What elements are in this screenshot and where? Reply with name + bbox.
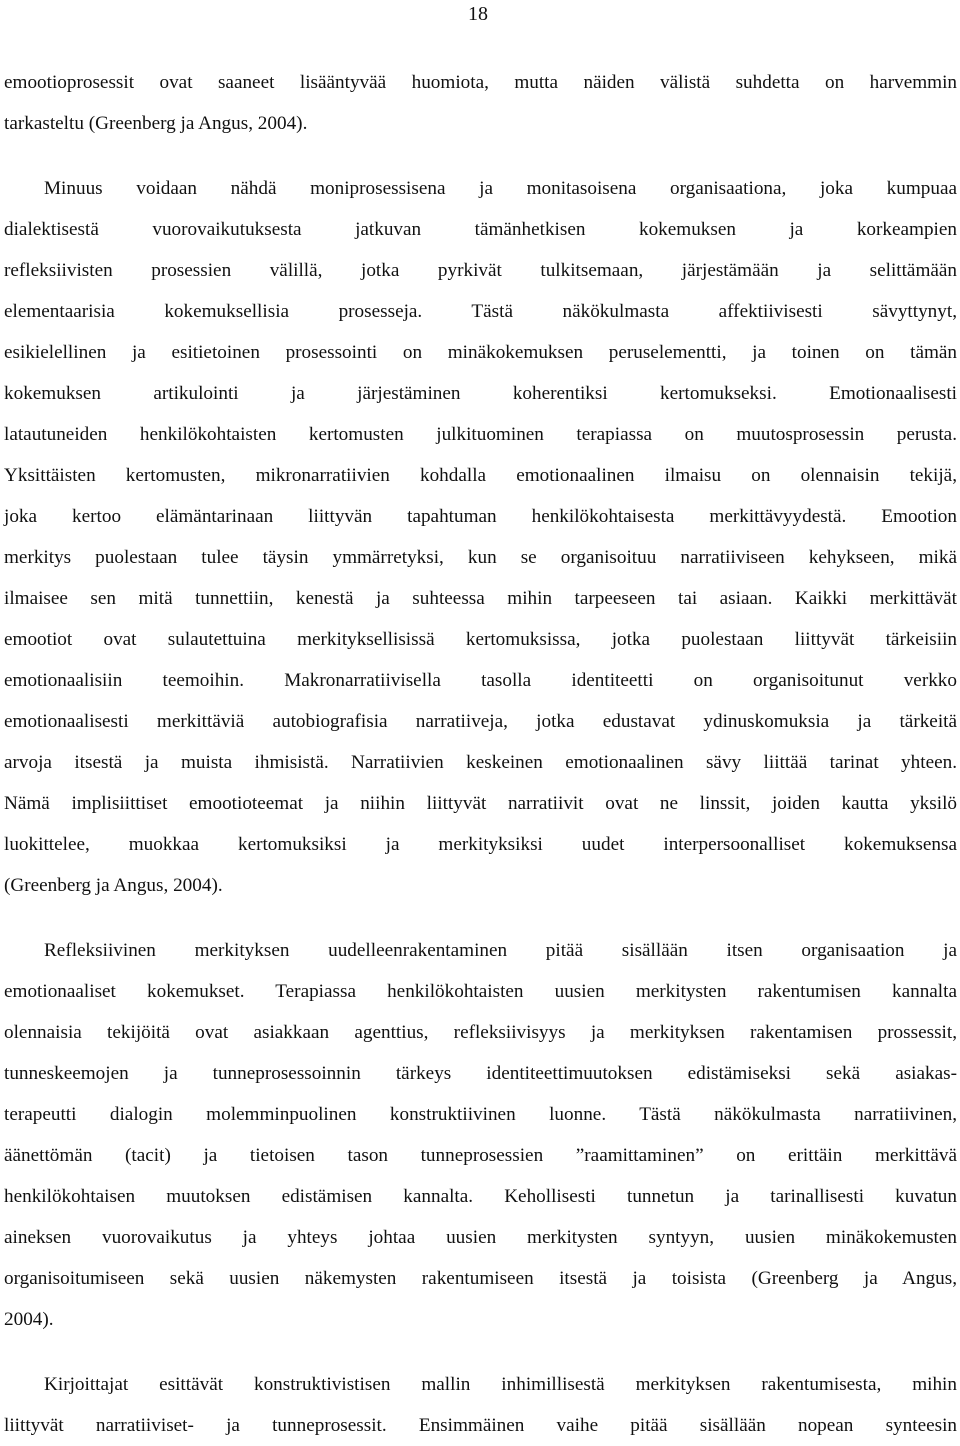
paragraph-4 — [4, 1364, 957, 1446]
text-line: merkitys puolestaan tulee täysin ymmärretyksi, kun se organisoituu narratiiviseen kehykseen, mikä — [4, 547, 957, 568]
text-line: tunneskeemojen ja tunneprosessoinnin tärkeys identiteettimuutoksen edistämiseksi sekä asiakas- — [4, 1063, 957, 1084]
text-line: emootioprosessit ovat saaneet lisääntyvää huomiota, mutta näiden välistä suhdetta on harvemmin — [4, 72, 957, 93]
text-line: liittyvät narratiiviset- ja tunneprosessit. Ensimmäinen vaihe pitää sisällään nopean synteesin — [4, 1415, 957, 1436]
text-line: Refleksiivinen merkityksen uudelleenrakentaminen pitää sisällään itsen organisaation ja — [44, 940, 957, 961]
text-line: ilmaisee sen mitä tunnettiin, kenestä ja suhteessa mihin tarpeeseen tai asiaan. Kaikki merkittävät — [4, 588, 957, 609]
text-line: kokemuksen artikulointi ja järjestäminen koherentiksi kertomukseksi. Emotionaalisesti — [4, 383, 957, 404]
text-line: emotionaalisesti merkittäviä autobiografisia narratiiveja, jotka edustavat ydinuskomuksia ja tärkeitä — [4, 711, 957, 732]
text-line: aineksen vuorovaikutus ja yhteys johtaa uusien merkitysten syntyyn, uusien minäkokemusten — [4, 1227, 957, 1248]
text-line: emootiot ovat sulautettuina merkityksellisissä kertomuksissa, jotka puolestaan liittyvät tärkeisiin — [4, 629, 957, 650]
text-line: henkilökohtaisen muutoksen edistämisen kannalta. Kehollisesti tunnetun ja tarinallisesti kuvatun — [4, 1186, 957, 1207]
text-line: arvoja itsestä ja muista ihmisistä. Narratiivien keskeinen emotionaalinen sävy liittää tarinat yhteen. — [4, 752, 957, 773]
page-number: 18 — [468, 3, 488, 25]
text-line: (Greenberg ja Angus, 2004). — [4, 875, 223, 896]
text-line: olennaisia tekijöitä ovat asiakkaan agenttius, refleksiivisyys ja merkityksen rakentamisen prossessit, — [4, 1022, 957, 1043]
text-line: Yksittäisten kertomusten, mikronarratiivien kohdalla emotionaalinen ilmaisu on olennaisin tekijä, — [4, 465, 957, 486]
text-line: emotionaalisiin teemoihin. Makronarratiivisella tasolla identiteetti on organisoitunut verkko — [4, 670, 957, 691]
text-line: elementaarisia kokemuksellisia prosesseja. Tästä näkökulmasta affektiivisesti sävyttynyt, — [4, 301, 957, 322]
text-line: 2004). — [4, 1309, 54, 1330]
text-line: joka kertoo elämäntarinaan liittyvän tapahtuman henkilökohtaisesta merkittävyydestä. Emootion — [4, 506, 957, 527]
text-line: organisoitumiseen sekä uusien näkemysten rakentumiseen itsestä ja toisista (Greenberg ja Angus, — [4, 1268, 957, 1289]
text-line: Kirjoittajat esittävät konstruktivistisen mallin inhimillisestä merkityksen rakentumisesta, mihin — [44, 1374, 957, 1395]
text-line: terapeutti dialogin molemminpuolinen konstruktiivinen luonne. Tästä näkökulmasta narratiivinen, — [4, 1104, 957, 1125]
text-line: Nämä implisiittiset emootioteemat ja niihin liittyvät narratiivit ovat ne linssit, joiden kautta yksilö — [4, 793, 957, 814]
paragraph-1 — [4, 62, 957, 144]
text-line: esikielellinen ja esitietoinen prosessointi on minäkokemuksen peruselementti, ja toinen on tämän — [4, 342, 957, 363]
text-line: refleksiivisten prosessien välillä, jotka pyrkivät tulkitsemaan, järjestämään ja selittämään — [4, 260, 957, 281]
text-line: latautuneiden henkilökohtaisten kertomusten julkituominen terapiassa on muutosprosessin perusta. — [4, 424, 957, 445]
paragraph-2 — [4, 168, 957, 906]
paragraph-3 — [4, 930, 957, 1340]
document-body — [4, 62, 957, 1446]
text-line: Minuus voidaan nähdä moniprosessisena ja monitasoisena organisaationa, joka kumpuaa — [44, 178, 957, 199]
text-line: emotionaaliset kokemukset. Terapiassa henkilökohtaisten uusien merkitysten rakentumisen kannalta — [4, 981, 957, 1002]
text-line: luokittelee, muokkaa kertomuksiksi ja merkityksiksi uudet interpersoonalliset kokemuksensa — [4, 834, 957, 855]
text-line: äänettömän (tacit) ja tietoisen tason tunneprosessien ”raamittaminen” on erittäin merkittävä — [4, 1145, 957, 1166]
text-line: dialektisestä vuorovaikutuksesta jatkuvan tämänhetkisen kokemuksen ja korkeampien — [4, 219, 957, 240]
text-line: tarkasteltu (Greenberg ja Angus, 2004). — [4, 113, 308, 134]
